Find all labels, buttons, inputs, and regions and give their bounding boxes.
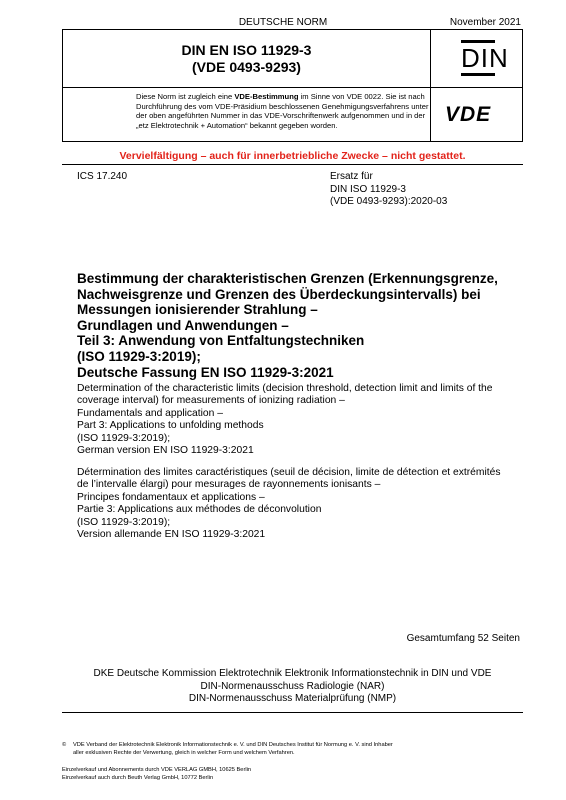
title-en-line: (ISO 11929-3:2019); [77, 432, 171, 444]
footer-separator [62, 712, 523, 713]
committee-line: DKE Deutsche Kommission Elektrotechnik Elektronik Informationstechnik in DIN und VDE [93, 668, 492, 679]
sales-notice [62, 767, 532, 783]
page-count: Gesamtumfang 52 Seiten [406, 633, 520, 644]
publication-date: November 2021 [449, 17, 521, 28]
title-french [77, 467, 522, 541]
vde-notice-bold: VDE-Bestimmung [234, 92, 299, 101]
title-de-line: Nachweisgrenze und Grenzen des Überdeckungsintervalls) bei [77, 286, 481, 302]
din-logo [461, 40, 509, 78]
title-german [77, 271, 517, 380]
title-fr-line: Partie 3: Applications aux méthodes de déconvolution [77, 504, 322, 516]
title-en-line: Determination of the characteristic limits (decision threshold, detection limit and limits of the [77, 383, 493, 394]
title-fr-line: Version allemande EN ISO 11929-3:2021 [77, 529, 266, 541]
title-en-line: German version EN ISO 11929-3:2021 [77, 445, 254, 457]
header-frame [62, 29, 523, 142]
copyright-notice [62, 742, 532, 757]
designation-line1: DIN EN ISO 11929-3 [181, 42, 312, 58]
committee-block [62, 668, 523, 706]
committee-line: DIN-Normenausschuss Radiologie (NAR) [200, 680, 385, 692]
document-type: DEUTSCHE NORM [238, 17, 328, 28]
designation-cell [63, 30, 431, 88]
title-de-line: Grundlagen und Anwendungen – [77, 317, 289, 333]
replacement-label: Ersatz für [330, 171, 373, 182]
title-en-line: Fundamentals and application – [77, 407, 223, 419]
title-de-line: Messungen ionisierender Strahlung – [77, 302, 318, 318]
ics-code: ICS 17.240 [77, 171, 128, 182]
din-logo-cell [430, 30, 522, 88]
title-de-line: Teil 3: Anwendung von Entfaltungstechniken [77, 333, 365, 349]
sales-line: Einzelverkauf auch durch Beuth Verlag GmbH, 10772 Berlin [62, 774, 214, 781]
title-de-line: Deutsche Fassung EN ISO 11929-3:2021 [77, 364, 334, 380]
separator-line [62, 164, 523, 165]
title-fr-line: Détermination des limites caractéristiques (seuil de décision, limite de détection et extrémités [77, 467, 501, 478]
replacement-line1: DIN ISO 11929-3 [330, 183, 406, 195]
designation-line2: (VDE 0493-9293) [192, 59, 301, 75]
title-fr-line: de l’intervalle élargi) pour mesurages de rayonnements ionisants – [77, 479, 381, 491]
copy-warning: Vervielfältigung – auch für innerbetriebliche Zwecke – nicht gestattet. [119, 150, 466, 162]
vde-logo: VDE [445, 103, 492, 126]
vde-notice [136, 92, 436, 131]
copyright-line: aller exklusiven Rechte der Verwertung, gleich in welcher Form und welchem Verfahren. [73, 749, 295, 756]
title-en-line: coverage interval) for measurements of ionizing radiation – [77, 395, 345, 407]
title-fr-line: (ISO 11929-3:2019); [77, 516, 171, 528]
replacement-line2: (VDE 0493-9293):2020-03 [330, 196, 448, 207]
sales-line: Einzelverkauf und Abonnements durch VDE VERLAG GMBH, 10625 Berlin [62, 767, 252, 773]
title-de-line: Bestimmung der charakteristischen Grenzen (Erkennungsgrenze, [77, 271, 498, 286]
committee-line: DIN-Normenausschuss Materialprüfung (NMP) [188, 693, 397, 704]
title-english [77, 383, 522, 457]
vde-notice-post: im Sinne von VDE 0022. Sie ist nach Durchführung des vom VDE-Präsidium beschlossenen Genehmigungsverfahrens unter der oben angeführten Nummer in das VDE-Vorschriftenwerk aufgenommen und in der „etz Elektrotechnik + Automation“ bekannt gegeben worden. [136, 92, 429, 131]
title-de-line: (ISO 11929-3:2019); [77, 348, 201, 364]
title-en-line: Part 3: Applications to unfolding methods [77, 420, 264, 432]
vde-notice-pre: Diese Norm ist zugleich eine [136, 92, 235, 101]
divider [430, 87, 431, 142]
copyright-symbol: © [62, 742, 67, 748]
copyright-line: VDE Verband der Elektrotechnik Elektronik Informationstechnik e. V. und DIN Deutsches Institut für Normung e. V. sind Inhaber [73, 742, 393, 748]
din-logo-text: DIN [461, 43, 509, 73]
replacement-info [330, 171, 447, 209]
title-fr-line: Principes fondamentaux et applications – [77, 491, 265, 503]
